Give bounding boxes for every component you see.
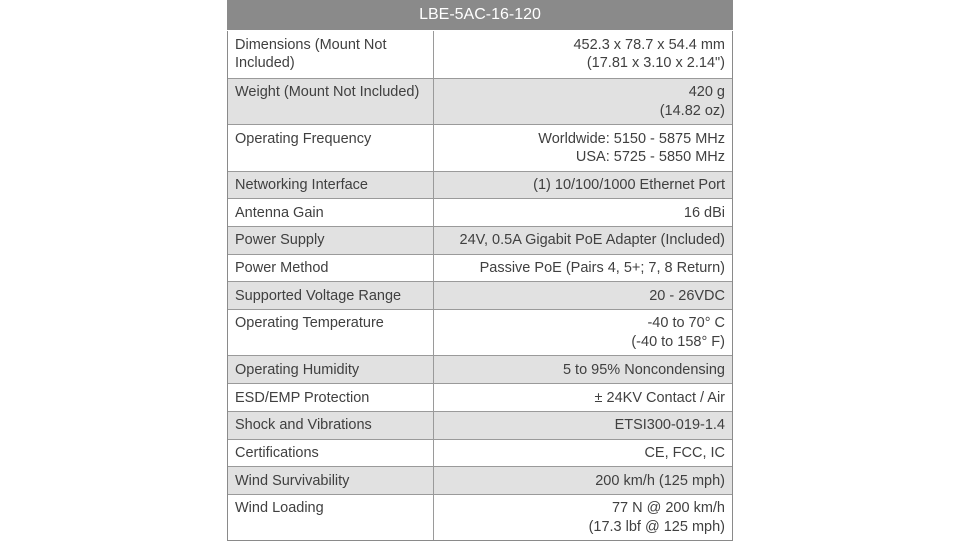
spec-value (434, 440, 732, 467)
spec-value (434, 467, 732, 494)
spec-value (434, 495, 732, 541)
spec-value (434, 255, 732, 282)
spec-row-power-method (228, 254, 732, 282)
spec-value-line-1: 452.3 x 78.7 x 54.4 mm (573, 36, 725, 53)
spec-value-line-1: 24V, 0.5A Gigabit PoE Adapter (Included) (459, 232, 725, 249)
spec-value-line-1: ± 24KV Contact / Air (594, 389, 725, 406)
spec-value (434, 227, 732, 254)
spec-label: Shock and Vibrations (228, 412, 434, 439)
spec-value (434, 412, 732, 439)
spec-row-shock-and-vibrations (228, 411, 732, 439)
spec-value-line-2: (17.81 x 3.10 x 2.14") (586, 55, 725, 71)
spec-value-line-2: USA: 5725 - 5850 MHz (575, 149, 725, 165)
spec-label: Networking Interface (228, 172, 434, 199)
spec-label: Wind Loading (228, 495, 434, 541)
spec-row-esd-emp-protection (228, 383, 732, 411)
spec-label: Certifications (228, 440, 434, 467)
spec-value (434, 172, 732, 199)
spec-label: Operating Humidity (228, 356, 434, 383)
spec-row-supported-voltage-range (228, 281, 732, 309)
spec-value-line-1: ETSI300-019-1.4 (614, 417, 725, 434)
spec-value-line-1: CE, FCC, IC (644, 445, 725, 461)
spec-row-antenna-gain (228, 198, 732, 226)
spec-sheet (227, 0, 733, 541)
spec-label: Supported Voltage Range (228, 282, 434, 309)
spec-label: Power Supply (228, 227, 434, 254)
spec-row-operating-humidity (228, 355, 732, 383)
spec-row-wind-survivability (228, 466, 732, 494)
spec-title: LBE-5AC-16-120 (227, 0, 733, 31)
spec-value (434, 310, 732, 356)
spec-row-operating-temperature (228, 309, 732, 356)
spec-label: Operating Frequency (228, 125, 434, 171)
spec-label: Weight (Mount Not Included) (228, 79, 434, 125)
spec-label: Antenna Gain (228, 199, 434, 226)
spec-value-line-2: (-40 to 158° F) (631, 333, 725, 350)
spec-row-power-supply (228, 226, 732, 254)
spec-value-line-1: (1) 10/100/1000 Ethernet Port (533, 177, 725, 193)
spec-value-line-2: (14.82 oz) (659, 102, 725, 119)
spec-row-operating-frequency (228, 124, 732, 171)
spec-label: Dimensions (Mount Not Included) (228, 31, 434, 78)
spec-value (434, 282, 732, 309)
spec-value-line-1: 16 dBi (683, 204, 725, 221)
spec-row-networking-interface (228, 171, 732, 199)
spec-value-line-1: -40 to 70° C (647, 315, 725, 332)
spec-value-line-1: 200 km/h (125 mph) (595, 472, 725, 489)
spec-label: Operating Temperature (228, 310, 434, 356)
spec-value (434, 384, 732, 411)
spec-value-line-1: Passive PoE (Pairs 4, 5+; 7, 8 Return) (479, 260, 725, 277)
spec-value-line-1: 5 to 95% Noncondensing (562, 361, 725, 378)
spec-value (434, 356, 732, 383)
spec-value (434, 199, 732, 226)
spec-row-certifications (228, 439, 732, 467)
spec-value-line-1: 420 g (688, 84, 725, 100)
spec-label: Wind Survivability (228, 467, 434, 494)
spec-value-line-2: (17.3 lbf @ 125 mph) (588, 518, 725, 535)
spec-label: ESD/EMP Protection (228, 384, 434, 411)
spec-table (227, 31, 733, 541)
spec-value (434, 31, 732, 78)
spec-row-wind-loading (228, 494, 732, 541)
spec-row-dimensions (228, 31, 732, 78)
spec-value-line-1: 20 - 26VDC (649, 287, 725, 304)
spec-row-weight (228, 78, 732, 125)
spec-value-line-1: Worldwide: 5150 - 5875 MHz (538, 130, 725, 147)
spec-value (434, 125, 732, 171)
spec-value-line-1: 77 N @ 200 km/h (611, 500, 725, 517)
spec-label: Power Method (228, 255, 434, 282)
spec-value (434, 79, 732, 125)
